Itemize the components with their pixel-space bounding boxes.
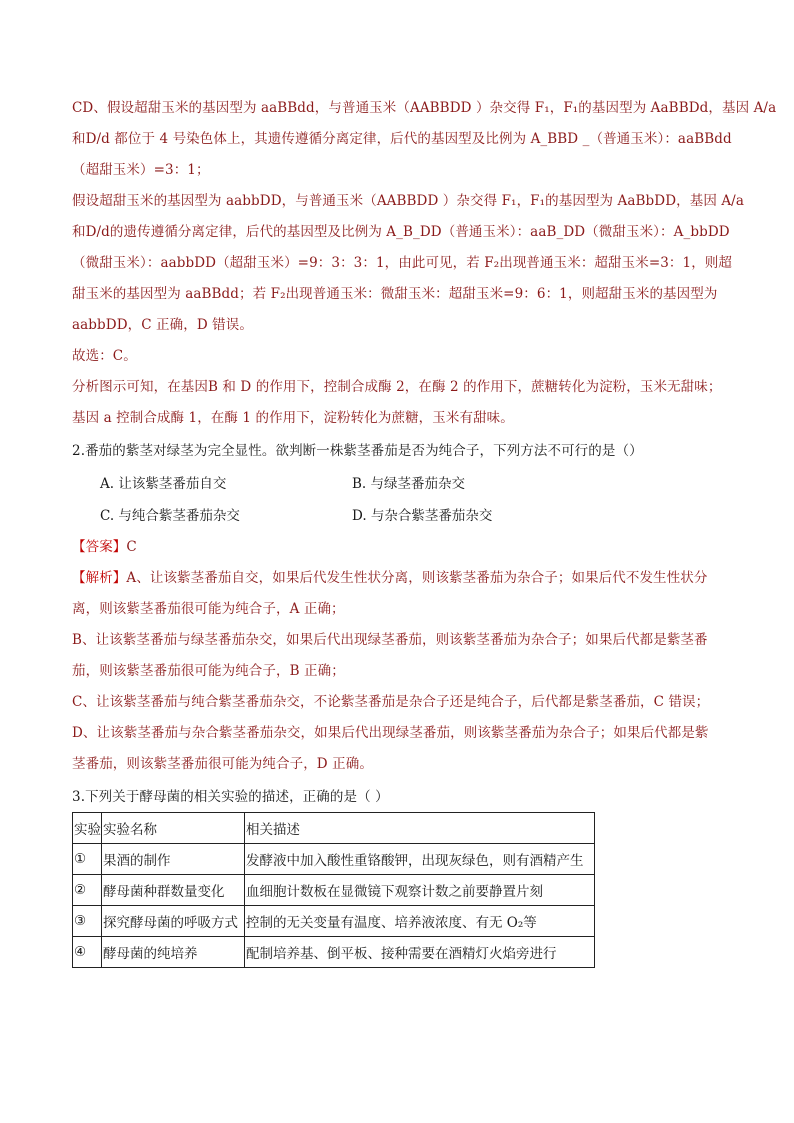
table-cell: ① xyxy=(73,844,102,875)
table-cell: 果酒的制作 xyxy=(102,844,245,875)
analysis-line-9: 故选：C。 xyxy=(72,348,137,364)
table-cell: 酵母菌的纯培养 xyxy=(102,937,245,968)
table-header-row xyxy=(73,813,595,844)
table-row xyxy=(73,906,595,937)
explain-text-1: A、让该紫茎番茄自交，如果后代发生性状分离，则该紫茎番茄为杂合子；如果后代不发生性状分 xyxy=(126,570,708,586)
answer-value: C xyxy=(126,539,137,555)
experiment-table xyxy=(72,812,595,968)
table-cell: 控制的无关变量有温度、培养液浓度、有无 O₂等 xyxy=(245,906,595,937)
analysis-line-10: 分析图示可知，在基因B 和 D 的作用下，控制合成酶 2，在酶 2 的作用下，蔗糖转化为淀粉，玉米无甜味； xyxy=(72,379,722,395)
table-row xyxy=(73,875,595,906)
question-2-stem: 2.番茄的紫茎对绿茎为完全显性。欲判断一株紫茎番茄是否为纯合子，下列方法不可行的是（） xyxy=(72,443,643,459)
table-header-cell: 相关描述 xyxy=(245,813,595,844)
question-2-option-b: B. 与绿茎番茄杂交 xyxy=(352,476,466,492)
table-cell: ② xyxy=(73,875,102,906)
explain-line-2: 离，则该紫茎番茄很可能为纯合子，A 正确； xyxy=(72,601,345,617)
question-2-option-a: A. 让该紫茎番茄自交 xyxy=(100,476,227,492)
analysis-line-8: aabbDD，C 正确，D 错误。 xyxy=(72,317,253,333)
analysis-line-7: 甜玉米的基因型为 aaBBdd；若 F₂出现普通玉米：微甜玉米：超甜玉米=9：6：1，则超甜玉米的基因型为 xyxy=(72,286,718,302)
table-header-cell: 实验 xyxy=(73,813,102,844)
table-cell: ④ xyxy=(73,937,102,968)
analysis-line-3: （超甜玉米）=3：1； xyxy=(72,162,210,178)
table-cell: 配制培养基、倒平板、接种需要在酒精灯火焰旁进行 xyxy=(245,937,595,968)
question-2-option-c: C. 与纯合紫茎番茄杂交 xyxy=(100,508,240,524)
table-cell: ③ xyxy=(73,906,102,937)
question-2-answer xyxy=(72,537,732,557)
analysis-line-4: 假设超甜玉米的基因型为 aabbDD，与普通玉米（AABBDD ）杂交得 F₁，F₁的基因型为 AaBbDD，基因 A/a xyxy=(72,193,744,209)
analysis-line-1: CD、假设超甜玉米的基因型为 aaBBdd，与普通玉米（AABBDD ）杂交得 F₁，F₁的基因型为 AaBBDd，基因 A/a xyxy=(72,100,777,116)
table-cell: 血细胞计数板在显微镜下观察计数之前要静置片刻 xyxy=(245,875,595,906)
table-cell: 酵母菌种群数量变化 xyxy=(102,875,245,906)
question-2-option-d: D. 与杂合紫茎番茄杂交 xyxy=(352,508,493,524)
explain-tag: 【解析】 xyxy=(72,570,127,586)
table-row xyxy=(73,844,595,875)
table-row xyxy=(73,937,595,968)
explain-line-5: C、让该紫茎番茄与纯合紫茎番茄杂交，不论紫茎番茄是杂合子还是纯合子，后代都是紫茎番茄，C 错误； xyxy=(72,694,710,710)
table-header-cell: 实验名称 xyxy=(102,813,245,844)
analysis-line-2: 和D/d 都位于 4 号染色体上，其遗传遵循分离定律，后代的基因型及比例为 A_BBD _（普通玉米）：aaBBdd xyxy=(72,131,732,147)
explain-line-1 xyxy=(72,568,732,588)
explain-line-4: 茄，则该紫茎番茄很可能为纯合子，B 正确； xyxy=(72,663,345,679)
question-3-stem: 3.下列关于酵母菌的相关实验的描述，正确的是（ ） xyxy=(72,789,389,805)
table-cell: 发酵液中加入酸性重铬酸钾，出现灰绿色，则有酒精产生 xyxy=(245,844,595,875)
analysis-line-6: （微甜玉米）：aabbDD（超甜玉米）=9：3：3：1，由此可见，若 F₂出现普通玉米：超甜玉米=3：1，则超 xyxy=(72,255,733,271)
explain-line-3: B、让该紫茎番茄与绿茎番茄杂交，如果后代出现绿茎番茄，则该紫茎番茄为杂合子；如果后代都是紫茎番 xyxy=(72,632,708,648)
analysis-line-5: 和D/d的遗传遵循分离定律，后代的基因型及比例为 A_B_DD（普通玉米）：aaB_DD（微甜玉米）：A_bbDD xyxy=(72,224,730,240)
explain-line-6: D、让该紫茎番茄与杂合紫茎番茄杂交，如果后代出现绿茎番茄，则该紫茎番茄为杂合子；如果后代都是紫 xyxy=(72,725,709,741)
answer-tag: 【答案】 xyxy=(72,539,127,555)
explain-line-7: 茎番茄，则该紫茎番茄很可能为纯合子，D 正确。 xyxy=(72,756,373,772)
analysis-line-11: 基因 a 控制合成酶 1，在酶 1 的作用下，淀粉转化为蔗糖，玉米有甜味。 xyxy=(72,410,514,426)
table-cell: 探究酵母菌的呼吸方式 xyxy=(102,906,245,937)
